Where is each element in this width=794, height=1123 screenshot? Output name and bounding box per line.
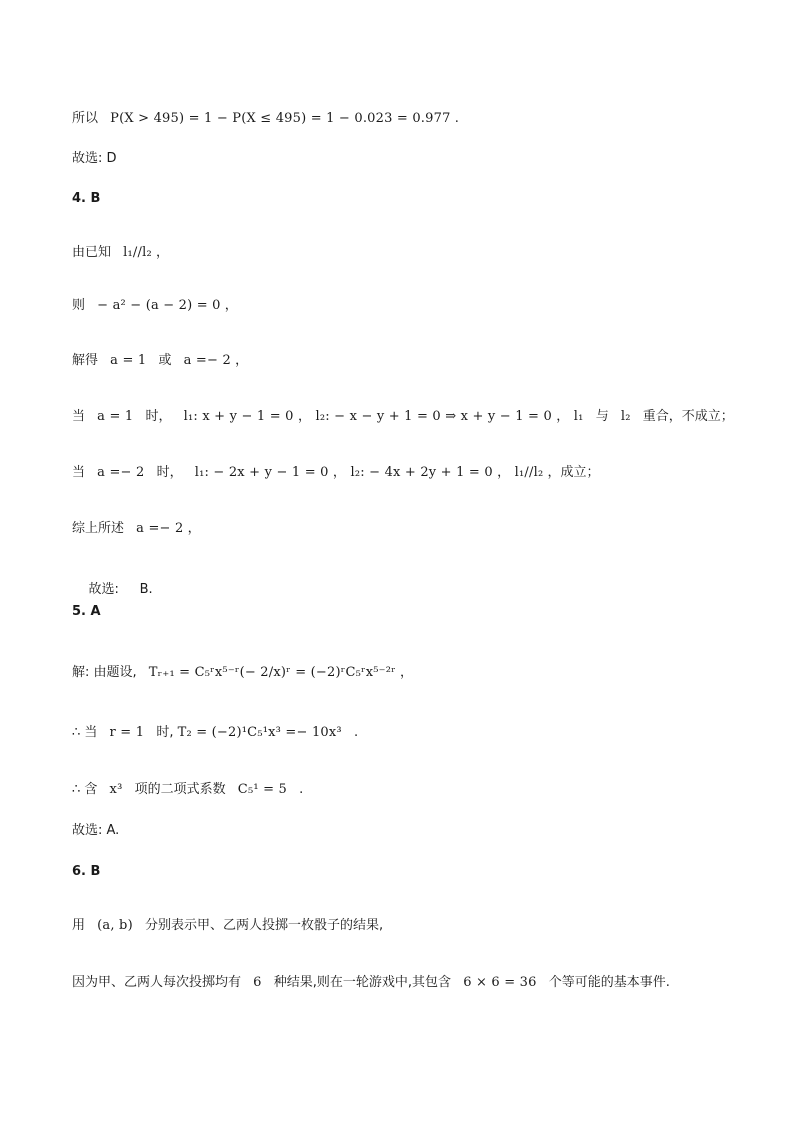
formula: Tᵣ₊₁ = C₅ʳx⁵⁻ʳ(− 2/x)ʳ = (−2)ʳC₅ʳx⁵⁻²ʳ	[148, 665, 396, 680]
formula: l₁//l₂	[123, 245, 152, 260]
line-tail: ，成立；	[547, 465, 600, 480]
line-tail: ，	[399, 665, 413, 680]
line-mid: 时,	[156, 725, 174, 740]
line-tail: .	[454, 111, 459, 126]
line-mid: 项的二项式系数	[134, 782, 226, 797]
formula: r = 1	[109, 725, 145, 740]
formula-2: l₁: − 2x + y − 1 = 0 ， l₂: − 4x + 2y + 1 = 0 ， l₁//l₂	[194, 465, 544, 480]
line-text: 综上所述	[72, 521, 125, 536]
question-5-heading	[72, 603, 101, 621]
formula-2: l₁: x + y − 1 = 0 ， l₂: − x − y + 1 = 0 ⇒ x + y − 1 = 0 ， l₁	[183, 409, 584, 424]
answer-3	[72, 150, 117, 168]
line-text: 当	[72, 465, 86, 480]
question-4-heading	[72, 190, 100, 208]
line-tail: 个等可能的基本事件.	[548, 975, 670, 990]
formula: a =− 2	[97, 465, 145, 480]
line-tail: 分别表示甲、乙两人投掷一枚骰子的结果,	[144, 918, 384, 933]
line-text: 故选: D	[72, 151, 117, 166]
line-text: 故选: B.	[88, 582, 153, 597]
formula-2: 6 × 6 = 36	[463, 975, 537, 990]
line-tail: 重合，不成立；	[642, 409, 734, 424]
formula-2: T₂ = (−2)¹C₅¹x³ =− 10x³	[177, 725, 342, 740]
formula: a = 1	[97, 409, 134, 424]
question-6-heading	[72, 863, 100, 881]
line-text: ∴ 当	[72, 725, 98, 740]
line-tail: ，	[156, 245, 170, 260]
line-mid: 种结果,则在一轮游戏中,其包含	[273, 975, 452, 990]
formula: a =− 2	[136, 521, 184, 536]
formula: (a, b)	[97, 918, 133, 933]
line-then	[72, 297, 238, 315]
line-case-1	[72, 408, 734, 426]
line-text: 解: 由题设,	[72, 665, 137, 680]
formula: − a² − (a − 2) = 0	[97, 298, 221, 313]
line-dice-notation	[72, 917, 383, 935]
formula: x³	[109, 782, 123, 797]
line-text: 5. A	[72, 604, 101, 619]
line-text: 解得	[72, 353, 99, 368]
line-text: 4. B	[72, 191, 101, 206]
line-conclusion	[72, 520, 201, 538]
line-dice-events	[72, 974, 670, 992]
line-text: 当	[72, 409, 86, 424]
formula: P(X > 495) = 1 − P(X ≤ 495) = 1 − 0.023 = 0.977	[110, 111, 451, 126]
line-binomial	[72, 664, 413, 682]
line-tail: .	[299, 782, 304, 797]
line-r-equals-1	[72, 724, 358, 742]
line-tail: ，	[224, 298, 238, 313]
formula-2: a =− 2	[183, 353, 231, 368]
answer-5	[72, 822, 119, 840]
line-text: 由已知	[72, 245, 112, 260]
line-given	[72, 244, 169, 262]
formula: 6	[253, 975, 262, 990]
line-text: 则	[72, 298, 86, 313]
line-text: 所以	[72, 111, 99, 126]
line-case-2	[72, 464, 600, 482]
line-coefficient	[72, 781, 303, 799]
line-text: ∴ 含	[72, 782, 98, 797]
line-text: 6. B	[72, 864, 101, 879]
line-text: 用	[72, 918, 86, 933]
formula: a = 1	[110, 353, 147, 368]
line-mid: 时，	[145, 409, 172, 424]
line-solve	[72, 352, 248, 370]
line-tail: ，	[187, 521, 201, 536]
line-mid: 时，	[156, 465, 183, 480]
line-mid: 或	[158, 353, 172, 368]
line-mid-2: 与	[595, 409, 609, 424]
line-tail: ，	[235, 353, 249, 368]
line-tail: .	[353, 725, 359, 740]
line-prob	[72, 110, 459, 128]
line-text: 因为甲、乙两人每次投掷均有	[72, 975, 242, 990]
line-text: 故选: A.	[72, 823, 120, 838]
formula-2: C₅¹ = 5	[237, 782, 287, 797]
formula-3: l₂	[620, 409, 631, 424]
